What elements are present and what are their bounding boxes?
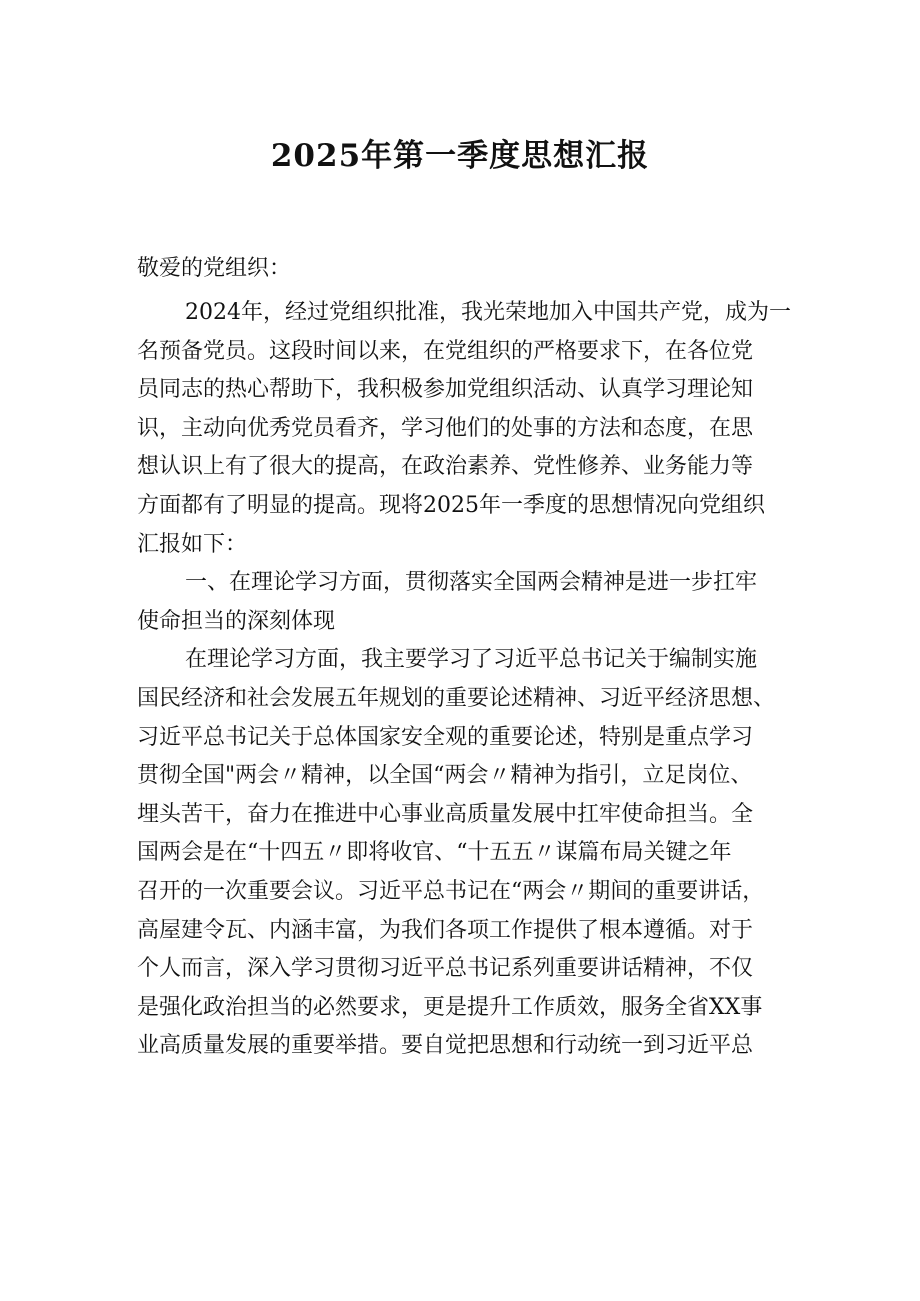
body-line: 想认识上有了很大的提高，在政治素养、党性修养、业务能力等 xyxy=(137,454,754,480)
body-line: 汇报如下： xyxy=(137,531,248,557)
document-body xyxy=(137,294,797,1066)
body-line: 2024年，经过党组织批准，我光荣地加入中国共产党，成为一 xyxy=(185,300,791,325)
body-line: 个人而言，深入学习贯彻习近平总书记系列重要讲话精神，不仅 xyxy=(137,956,754,982)
body-line: 方面都有了明显的提高。现将2025年一季度的思想情况向党组织 xyxy=(137,492,765,518)
body-line: 埋头苦干，奋力在推进中心事业高质量发展中扛牢使命担当。全 xyxy=(137,801,754,827)
body-line: 业高质量发展的重要举措。要自觉把思想和行动统一到习近平总 xyxy=(137,1033,754,1059)
body-line: 名预备党员。这段时间以来，在党组织的严格要求下，在各位党 xyxy=(137,338,754,364)
body-line: 贯彻全国"两会〃精神，以全国“两会〃精神为指引，立足岗位、 xyxy=(137,763,753,789)
body-line: 使命担当的深刻体现 xyxy=(137,608,336,634)
body-line: 高屋建令瓦、内涵丰富，为我们各项工作提供了根本遵循。对于 xyxy=(137,917,754,943)
body-line: 召开的一次重要会议。习近平总书记在“两会〃期间的重要讲话， xyxy=(137,878,765,904)
body-line: 国民经济和社会发展五年规划的重要论述精神、习近平经济思想、 xyxy=(137,685,776,711)
body-line: 一、在理论学习方面，贯彻落实全国两会精神是进一步扛牢 xyxy=(185,570,758,596)
body-line: 员同志的热心帮助下，我积极参加党组织活动、认真学习理论知 xyxy=(137,377,754,403)
document-title: 2025年第一季度思想汇报 xyxy=(270,138,650,174)
body-line: 国两会是在“十四五〃即将收官、“十五五〃谋篇布局关键之年 xyxy=(137,840,732,866)
body-line: 是强化政治担当的必然要求，更是提升工作质效，服务全省XX事 xyxy=(137,994,763,1020)
salutation: 敬爱的党组织： xyxy=(137,256,292,281)
body-line: 习近平总书记关于总体国家安全观的重要论述，特别是重点学习 xyxy=(137,724,754,750)
body-line: 在理论学习方面，我主要学习了习近平总书记关于编制实施 xyxy=(185,647,758,673)
body-line: 识，主动向优秀党员看齐，学习他们的处事的方法和态度，在思 xyxy=(137,415,754,441)
